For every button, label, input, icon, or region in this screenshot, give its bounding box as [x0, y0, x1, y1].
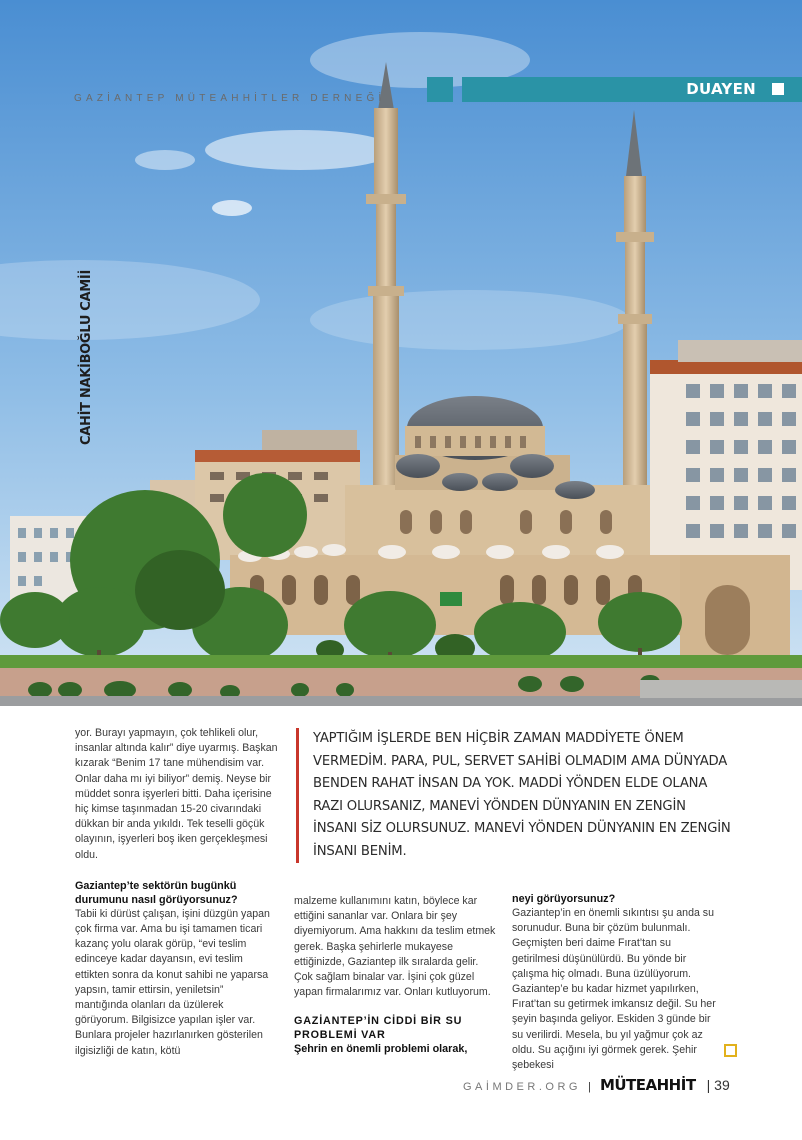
section-bar: [462, 77, 802, 102]
footer: [463, 1076, 730, 1094]
column-1: [75, 726, 279, 1059]
pull-quote: YAPTIĞIM İŞLERDE BEN HİÇBİR ZAMAN MADDİYETE ÖNEM VERMEDİM. PARA, PUL, SERVET SAHİBİ OLMADIM AMA DÜNYADA BENDEN RAHAT İNSAN DA YOK. MADDİ YÖNDEN ELDE OLANA RAZI OLURSANIZ, MANEVİ YÖNDEN DÜNYANIN EN ZENGİN İNSANI SİZ OLURSUNUZ. MANEVİ YÖNDEN DÜNYANIN EN ZENGİN İNSANI BENİM.: [296, 728, 733, 863]
header-accent-block: [427, 77, 453, 102]
footer-separator: |: [588, 1081, 591, 1093]
column-2-subheading: GAZİANTEP’İN CİDDİ BİR SU PROBLEMİ VAR: [294, 1015, 463, 1042]
photo-caption: CAHİT NAKİBOĞLU CAMİİ: [79, 269, 94, 445]
section-square-icon: [772, 83, 784, 95]
end-mark-icon: [724, 1044, 737, 1057]
column-2-text: malzeme kullanımını katın, böylece kar ettiğini sananlar var. Onlara bir şey diyemiyorum. Ama hakkını da teslim etmek gerek. Başka şehirlerle mukayese ettiğinizde, Gaziantep ilk sıralarda gelir. Çok sağlam binalar var. İşini çok güzel yapan firmalarımız var. Onları kutluyorum.: [294, 895, 496, 999]
column-1-intro: yor. Burayı yapmayın, çok tehlikeli olur, insanlar altında kalır” diye uyarmış. Başkan kızarak “Benim 17 tane mühendisim var. Onlar daha mı iyi biliyor” demiş. Neyse bir müddet sonra işyerleri bitti. Daha içerisine hiç kimse taşınmadan 15-20 civarındaki dükkan bir anda yıkıldı. Tek teselli göçük olayının, işyerleri boş iken gerçekleşmesi oldu.: [75, 727, 278, 861]
page-number: | 39: [706, 1077, 730, 1093]
column-2: [294, 894, 498, 1056]
column-1-answer: Tabii ki dürüst çalışan, işini düzgün yapan çok firma var. Ama bu işi tamamen ticari kazanç yolu olarak görüp, “evi teslim edinceye kadar dayansın, evi teslim ettikten sonra da konut sahibi ne yaparsa yapsın, tamir ettirsin, yeniletsin” mantığında olanları da üzülerek görüyorum. Bilgisizce yapılan işler var. Bunlara projeler hazırlanırken gösterilen ilgisizliği de katın, kötü: [75, 907, 270, 1057]
footer-magazine: MÜTEAHHİT: [599, 1076, 696, 1094]
column-2-lead: Şehrin en önemli problemi olarak,: [294, 1043, 468, 1056]
footer-site[interactable]: GAİMDER.ORG: [463, 1081, 581, 1093]
column-3: [512, 892, 720, 1073]
column-3-question: neyi görüyorsunuz?: [512, 893, 616, 905]
column-3-answer: Gaziantep’in en önemli sıkıntısı şu anda su sorunudur. Buna bir çözüm bulunmalı. Geçmişten beri daime Fırat’tan su getirilmesi düşünülürdü. Bu yönde bir çalışma hiç olmadı. Buna üzülüyorum. Gaziantep’e bu kadar hizmet yapılırken, Fırat’tan su getirmek imkansız değil. Su her şeyin başında geliyor. Eskiden 3 günde bir su verilirdi. Mesela, bu yıl yağmur çok az oldu. Su açığını iyi görmek gerek. Şehir şebekesi: [512, 907, 716, 1072]
column-1-question: Gaziantep’te sektörün bugünkü durumunu nasıl görüyorsunuz?: [75, 879, 238, 906]
association-name: GAZİANTEP MÜTEAHHİTLER DERNEĞİ: [74, 93, 386, 104]
section-label: DUAYEN: [686, 80, 756, 98]
